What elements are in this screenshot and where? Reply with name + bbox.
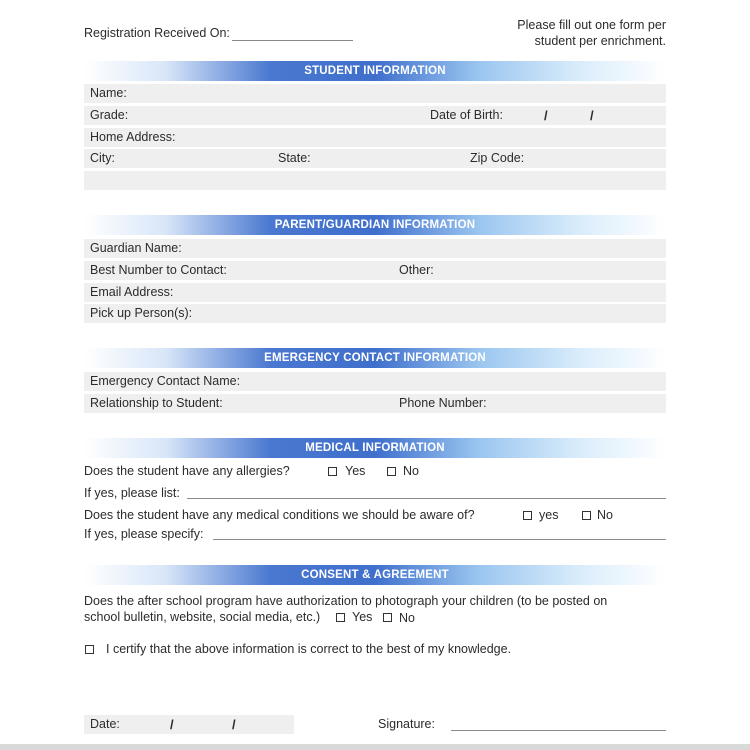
guardian-name-label: Guardian Name: bbox=[90, 241, 182, 255]
guardian-name-field[interactable] bbox=[84, 239, 666, 258]
allergies-list-label: If yes, please list: bbox=[84, 486, 180, 500]
photo-consent-no-label: No bbox=[399, 611, 415, 625]
pickup-persons-field[interactable] bbox=[84, 304, 666, 323]
guardian-info-title: PARENT/GUARDIAN INFORMATION bbox=[274, 219, 476, 231]
emergency-info-banner bbox=[84, 348, 666, 368]
allergies-no-checkbox[interactable] bbox=[387, 467, 396, 476]
conditions-no-label: No bbox=[597, 508, 613, 522]
dob-label: Date of Birth: bbox=[430, 108, 503, 122]
allergies-question: Does the student have any allergies? bbox=[84, 464, 290, 478]
city-state-zip-row[interactable] bbox=[84, 149, 666, 168]
registration-received-label: Registration Received On: bbox=[84, 26, 230, 40]
instructions-note-line1: Please fill out one form per bbox=[517, 18, 666, 32]
consent-banner bbox=[84, 565, 666, 585]
allergies-no-label: No bbox=[403, 464, 419, 478]
phone-number-label: Phone Number: bbox=[399, 396, 487, 410]
registration-received-field[interactable] bbox=[232, 40, 353, 41]
home-address-field[interactable] bbox=[84, 128, 666, 147]
student-name-label: Name: bbox=[90, 86, 127, 100]
allergies-yes-checkbox[interactable] bbox=[328, 467, 337, 476]
relationship-label: Relationship to Student: bbox=[90, 396, 223, 410]
grade-label: Grade: bbox=[90, 108, 129, 122]
student-extra-row[interactable] bbox=[84, 171, 666, 190]
email-label: Email Address: bbox=[90, 285, 174, 299]
medical-info-banner bbox=[84, 438, 666, 458]
conditions-specify-label: If yes, please specify: bbox=[84, 527, 204, 541]
photo-consent-yes-checkbox[interactable] bbox=[336, 613, 345, 622]
guardian-info-banner bbox=[84, 215, 666, 235]
conditions-question: Does the student have any medical conditions we should be aware of? bbox=[84, 508, 475, 522]
conditions-yes-checkbox[interactable] bbox=[523, 511, 532, 520]
allergies-yes-label: Yes bbox=[345, 464, 366, 478]
certify-statement: I certify that the above information is correct to the best of my knowledge. bbox=[106, 642, 512, 656]
home-address-label: Home Address: bbox=[90, 130, 176, 144]
photo-consent-yes-label: Yes bbox=[352, 610, 373, 624]
date-slash-2: / bbox=[232, 717, 236, 732]
signature-field[interactable] bbox=[451, 730, 666, 731]
conditions-specify-field[interactable] bbox=[213, 539, 666, 540]
emergency-name-field[interactable] bbox=[84, 372, 666, 391]
date-label: Date: bbox=[90, 717, 120, 731]
instructions-note-line2: student per enrichment. bbox=[534, 34, 666, 48]
photo-consent-no-checkbox[interactable] bbox=[383, 613, 392, 622]
zip-label: Zip Code: bbox=[470, 151, 525, 165]
emergency-name-label: Emergency Contact Name: bbox=[90, 374, 241, 388]
date-slash-1: / bbox=[170, 717, 174, 732]
pickup-persons-label: Pick up Person(s): bbox=[90, 306, 193, 320]
grade-dob-row[interactable] bbox=[84, 106, 666, 125]
student-info-title: STUDENT INFORMATION bbox=[304, 65, 446, 77]
email-field[interactable] bbox=[84, 283, 666, 302]
photo-consent-question-line1: Does the after school program have authorization to photograph your children (to be posted on bbox=[84, 594, 608, 608]
student-info-banner bbox=[84, 61, 666, 81]
relationship-phone-row[interactable] bbox=[84, 394, 666, 413]
emergency-info-title: EMERGENCY CONTACT INFORMATION bbox=[264, 352, 486, 364]
other-number-label: Other: bbox=[399, 263, 434, 277]
signature-label: Signature: bbox=[378, 717, 435, 731]
consent-title: CONSENT & AGREEMENT bbox=[301, 569, 449, 581]
dob-slash-2: / bbox=[590, 108, 594, 123]
conditions-no-checkbox[interactable] bbox=[582, 511, 591, 520]
photo-consent-question-line2: school bulletin, website, social media, etc.) bbox=[84, 610, 321, 624]
page-bottom-edge bbox=[0, 744, 750, 750]
dob-slash-1: / bbox=[544, 108, 548, 123]
medical-info-title: MEDICAL INFORMATION bbox=[305, 442, 445, 454]
date-field[interactable] bbox=[84, 715, 294, 734]
contact-number-row[interactable] bbox=[84, 261, 666, 280]
allergies-list-field[interactable] bbox=[187, 498, 666, 499]
state-label: State: bbox=[278, 151, 311, 165]
certify-checkbox[interactable] bbox=[85, 645, 94, 654]
city-label: City: bbox=[90, 151, 115, 165]
student-name-field[interactable] bbox=[84, 84, 666, 103]
best-number-label: Best Number to Contact: bbox=[90, 263, 227, 277]
conditions-yes-label: yes bbox=[539, 508, 559, 522]
